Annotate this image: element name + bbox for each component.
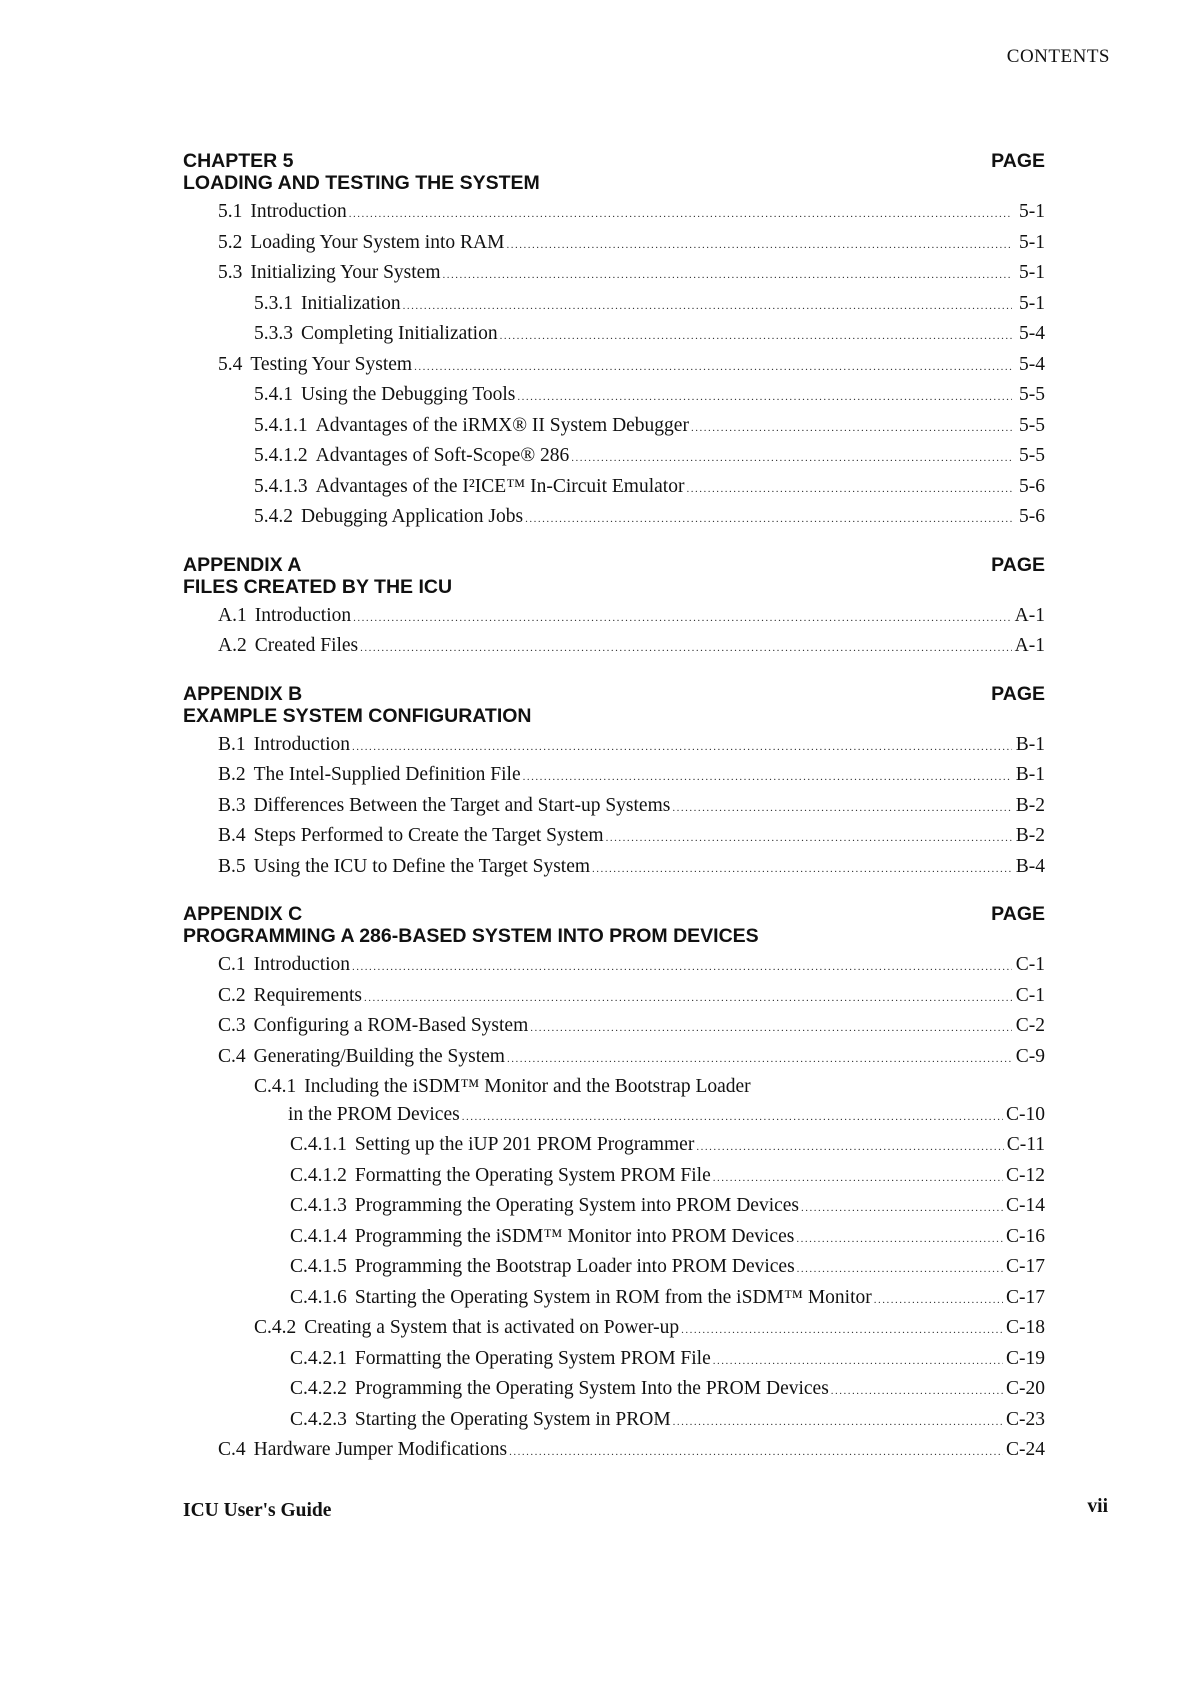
section-header bbox=[183, 554, 1045, 576]
entry-title: Introduction bbox=[253, 954, 351, 975]
dot-leader bbox=[352, 954, 1012, 982]
toc-entry[interactable] bbox=[183, 1375, 1045, 1406]
entry-number: 5.4.1.2 bbox=[254, 445, 308, 466]
dot-leader bbox=[530, 1015, 1012, 1043]
toc-entry[interactable] bbox=[183, 442, 1045, 473]
entry-number: A.2 bbox=[218, 635, 247, 656]
section-header bbox=[183, 903, 1045, 925]
entry-title: Testing Your System bbox=[250, 353, 413, 375]
entry-page: C-23 bbox=[1006, 1408, 1045, 1430]
dot-leader bbox=[509, 1439, 1003, 1467]
section-heading: CHAPTER 5 bbox=[183, 150, 294, 172]
entry-title: Advantages of Soft-Scope® 286 bbox=[315, 445, 570, 466]
dot-leader bbox=[874, 1287, 1003, 1315]
entry-title: Generating/Building the System bbox=[253, 1045, 505, 1067]
entry-title: Loading Your System into RAM bbox=[250, 231, 505, 253]
entry-title: Creating a System that is activated on Power-up bbox=[304, 1317, 680, 1338]
dot-leader bbox=[681, 1317, 1003, 1345]
dot-leader bbox=[797, 1256, 1003, 1284]
dot-leader bbox=[462, 1104, 1003, 1132]
toc-entry[interactable] bbox=[183, 1223, 1045, 1254]
dot-leader bbox=[801, 1195, 1003, 1223]
entry-number: C.3 bbox=[218, 1015, 246, 1036]
toc-entry[interactable] bbox=[183, 351, 1045, 382]
entry-page: C-12 bbox=[1006, 1164, 1045, 1186]
entry-number: C.4.2.1 bbox=[290, 1347, 347, 1369]
entry-number: C.4.2.3 bbox=[290, 1408, 347, 1430]
entry-title: Requirements bbox=[253, 984, 362, 1006]
dot-leader bbox=[673, 1409, 1003, 1437]
toc-entry[interactable] bbox=[183, 853, 1045, 884]
toc-entry[interactable] bbox=[183, 290, 1045, 321]
entry-page: A-1 bbox=[1014, 635, 1045, 656]
running-head: CONTENTS bbox=[1006, 46, 1110, 67]
toc-entry[interactable] bbox=[183, 1436, 1045, 1467]
entry-page: C-2 bbox=[1015, 1015, 1045, 1036]
toc-entry[interactable] bbox=[183, 792, 1045, 823]
entry-page: 5-6 bbox=[1019, 506, 1045, 527]
entry-page: B-1 bbox=[1015, 764, 1045, 785]
entry-page: C-10 bbox=[1006, 1103, 1045, 1125]
footer-page-number: vii bbox=[1087, 1496, 1108, 1517]
entry-title: Created Files bbox=[254, 635, 359, 656]
entry-number: A.1 bbox=[218, 604, 247, 626]
entry-title: Initializing Your System bbox=[250, 262, 441, 283]
entry-title: Starting the Operating System in PROM bbox=[354, 1408, 671, 1430]
entry-number: 5.4.2 bbox=[254, 506, 293, 527]
entry-page: 5-1 bbox=[1019, 201, 1045, 222]
toc-entry[interactable] bbox=[183, 229, 1045, 260]
toc-entry[interactable] bbox=[183, 982, 1045, 1013]
entry-title: Advantages of the I²ICE™ In-Circuit Emulator bbox=[315, 475, 685, 497]
dot-leader bbox=[364, 985, 1012, 1013]
entry-page: C-11 bbox=[1006, 1134, 1045, 1155]
dot-leader bbox=[691, 415, 1012, 443]
entry-title: Setting up the iUP 201 PROM Programmer bbox=[354, 1134, 695, 1155]
entry-number: B.5 bbox=[218, 855, 246, 877]
toc-entry[interactable] bbox=[183, 1012, 1045, 1043]
toc-entry[interactable] bbox=[183, 1284, 1045, 1315]
section-heading: APPENDIX C bbox=[183, 903, 303, 925]
dot-leader bbox=[592, 856, 1012, 884]
entry-title: Programming the Operating System into PROM Devices bbox=[354, 1195, 800, 1216]
entry-number: C.1 bbox=[218, 954, 246, 975]
section-heading: APPENDIX B bbox=[183, 682, 303, 705]
dot-leader bbox=[506, 232, 1012, 260]
toc-entry[interactable] bbox=[183, 320, 1045, 351]
toc-entry[interactable] bbox=[183, 381, 1045, 412]
dot-leader bbox=[523, 764, 1012, 792]
section-header bbox=[183, 683, 1045, 705]
toc-section-appendix-b bbox=[183, 683, 1045, 884]
entry-title: in the PROM Devices bbox=[288, 1103, 460, 1125]
dot-leader bbox=[517, 384, 1012, 412]
section-title: EXAMPLE SYSTEM CONFIGURATION bbox=[183, 704, 532, 727]
section-title: LOADING AND TESTING THE SYSTEM bbox=[183, 172, 540, 194]
entry-number: C.2 bbox=[218, 984, 246, 1006]
dot-leader bbox=[349, 201, 1012, 229]
entry-number: 5.1 bbox=[218, 201, 243, 222]
entry-number: C.4.1.6 bbox=[290, 1286, 347, 1308]
toc-entry[interactable] bbox=[183, 1073, 1045, 1101]
page-column-label: PAGE bbox=[991, 903, 1045, 925]
dot-leader bbox=[414, 354, 1012, 382]
section-header bbox=[183, 150, 1045, 172]
entry-page: C-20 bbox=[1006, 1378, 1045, 1399]
entry-title: Formatting the Operating System PROM File bbox=[354, 1164, 711, 1186]
entry-page: 5-4 bbox=[1019, 323, 1045, 344]
entry-page: B-4 bbox=[1015, 855, 1045, 877]
toc-section-appendix-c bbox=[183, 903, 1045, 1467]
section-title: FILES CREATED BY THE ICU bbox=[183, 575, 453, 598]
toc-entry[interactable] bbox=[183, 731, 1045, 762]
entry-title: Programming the iSDM™ Monitor into PROM Devices bbox=[354, 1225, 795, 1247]
toc-section-chapter5 bbox=[183, 150, 1045, 534]
entry-number: 5.3.3 bbox=[254, 323, 293, 344]
entry-title: Differences Between the Target and Start-up Systems bbox=[253, 794, 671, 816]
dot-leader bbox=[606, 825, 1012, 853]
entry-number: 5.3 bbox=[218, 262, 243, 283]
toc-entry[interactable] bbox=[183, 412, 1045, 443]
entry-number: C.4.1.3 bbox=[290, 1195, 347, 1216]
entry-number: B.4 bbox=[218, 825, 246, 846]
page-column-label: PAGE bbox=[991, 150, 1045, 172]
entry-page: C-24 bbox=[1006, 1439, 1045, 1460]
entry-page: C-14 bbox=[1006, 1195, 1045, 1216]
entry-page: B-2 bbox=[1015, 794, 1045, 816]
page-column-label: PAGE bbox=[991, 553, 1045, 576]
entry-page: 5-4 bbox=[1019, 353, 1045, 375]
entry-number: C.4.2 bbox=[254, 1317, 297, 1338]
entry-number: 5.3.1 bbox=[254, 292, 293, 314]
dot-leader bbox=[713, 1165, 1003, 1193]
page-column-label: PAGE bbox=[991, 682, 1045, 705]
toc-section-appendix-a bbox=[183, 554, 1045, 663]
entry-number: C.4 bbox=[218, 1045, 246, 1067]
entry-number: C.4.1.1 bbox=[290, 1134, 347, 1155]
entry-title: Introduction bbox=[250, 201, 347, 222]
toc-entry-continuation[interactable] bbox=[183, 1101, 1045, 1132]
entry-page: C-17 bbox=[1006, 1256, 1045, 1277]
entry-number: C.4.1.5 bbox=[290, 1256, 347, 1277]
toc-entry[interactable] bbox=[183, 503, 1045, 534]
toc-entry[interactable] bbox=[183, 602, 1045, 633]
entry-page: C-17 bbox=[1006, 1286, 1045, 1308]
entry-title: The Intel-Supplied Definition File bbox=[253, 764, 521, 785]
entry-number: C.4.1.4 bbox=[290, 1225, 347, 1247]
toc-entry[interactable] bbox=[183, 1406, 1045, 1437]
dot-leader bbox=[672, 795, 1012, 823]
entry-title: Programming the Bootstrap Loader into PROM Devices bbox=[354, 1256, 795, 1277]
entry-page: C-1 bbox=[1015, 954, 1045, 975]
dot-leader bbox=[360, 635, 1012, 663]
entry-number: B.1 bbox=[218, 733, 246, 755]
entry-page: 5-5 bbox=[1019, 445, 1045, 466]
entry-page: A-1 bbox=[1014, 604, 1045, 626]
footer-title: ICU User's Guide bbox=[183, 1500, 332, 1521]
dot-leader bbox=[525, 506, 1012, 534]
dot-leader bbox=[686, 476, 1012, 504]
entry-title: Configuring a ROM-Based System bbox=[253, 1015, 529, 1036]
toc-entry[interactable] bbox=[183, 1192, 1045, 1223]
entry-title: Using the ICU to Define the Target System bbox=[253, 855, 591, 877]
toc-entry[interactable] bbox=[183, 473, 1045, 504]
entry-number: 5.4.1.1 bbox=[254, 414, 308, 436]
toc-entry[interactable] bbox=[183, 1043, 1045, 1074]
entry-page: B-1 bbox=[1015, 733, 1045, 755]
entry-title: Using the Debugging Tools bbox=[301, 384, 516, 405]
entry-page: C-16 bbox=[1006, 1225, 1045, 1247]
entry-page: C-9 bbox=[1015, 1045, 1045, 1067]
entry-number: C.4.1 bbox=[254, 1076, 297, 1097]
table-of-contents bbox=[183, 150, 1045, 1487]
dot-leader bbox=[713, 1348, 1003, 1376]
dot-leader bbox=[500, 323, 1012, 351]
toc-entry[interactable] bbox=[183, 822, 1045, 853]
dot-leader bbox=[352, 734, 1012, 762]
entry-page: 5-1 bbox=[1019, 231, 1045, 253]
toc-entry[interactable] bbox=[183, 761, 1045, 792]
toc-entry[interactable] bbox=[183, 1345, 1045, 1376]
entry-title: Advantages of the iRMX® II System Debugger bbox=[315, 414, 689, 436]
toc-entry[interactable] bbox=[183, 1314, 1045, 1345]
entry-title: Hardware Jumper Modifications bbox=[253, 1439, 508, 1460]
dot-leader bbox=[353, 605, 1012, 633]
entry-number: 5.4 bbox=[218, 353, 243, 375]
entry-number: 5.4.1 bbox=[254, 384, 293, 405]
entry-page: C-1 bbox=[1015, 984, 1045, 1006]
entry-title: Starting the Operating System in ROM from the iSDM™ Monitor bbox=[354, 1286, 872, 1308]
entry-number: 5.4.1.3 bbox=[254, 475, 308, 497]
dot-leader bbox=[403, 293, 1012, 321]
entry-page: 5-5 bbox=[1019, 414, 1045, 436]
dot-leader bbox=[831, 1378, 1003, 1406]
entry-number: B.3 bbox=[218, 794, 246, 816]
entry-page: 5-1 bbox=[1019, 262, 1045, 283]
entry-title: Introduction bbox=[254, 604, 352, 626]
entry-page: 5-1 bbox=[1019, 292, 1045, 314]
toc-entry[interactable] bbox=[183, 1162, 1045, 1193]
entry-title: Formatting the Operating System PROM File bbox=[354, 1347, 711, 1369]
entry-page: 5-6 bbox=[1019, 475, 1045, 497]
entry-title: Initialization bbox=[301, 292, 401, 314]
entry-title: Completing Initialization bbox=[301, 323, 498, 344]
entry-page: C-19 bbox=[1006, 1347, 1045, 1369]
entry-title: Introduction bbox=[253, 733, 351, 755]
entry-number: C.4.2.2 bbox=[290, 1378, 347, 1399]
entry-title: Debugging Application Jobs bbox=[301, 506, 524, 527]
dot-leader bbox=[571, 445, 1012, 473]
toc-entry[interactable] bbox=[183, 1253, 1045, 1284]
entry-number: C.4 bbox=[218, 1439, 246, 1460]
toc-entry[interactable] bbox=[183, 951, 1045, 982]
entry-title: Steps Performed to Create the Target System bbox=[253, 825, 604, 846]
entry-page: C-18 bbox=[1006, 1317, 1045, 1338]
entry-title: Including the iSDM™ Monitor and the Bootstrap Loader bbox=[304, 1076, 751, 1097]
toc-entry[interactable] bbox=[183, 1131, 1045, 1162]
dot-leader bbox=[443, 262, 1012, 290]
entry-number: C.4.1.2 bbox=[290, 1164, 347, 1186]
section-heading: APPENDIX A bbox=[183, 553, 302, 576]
entry-page: 5-5 bbox=[1019, 384, 1045, 405]
toc-entry[interactable] bbox=[183, 632, 1045, 663]
section-title: PROGRAMMING A 286-BASED SYSTEM INTO PROM DEVICES bbox=[183, 925, 759, 947]
toc-entry[interactable] bbox=[183, 259, 1045, 290]
toc-entry[interactable] bbox=[183, 198, 1045, 229]
entry-number: 5.2 bbox=[218, 231, 243, 253]
entry-page: B-2 bbox=[1015, 825, 1045, 846]
dot-leader bbox=[507, 1046, 1012, 1074]
dot-leader bbox=[796, 1226, 1003, 1254]
entry-title: Programming the Operating System Into the PROM Devices bbox=[354, 1378, 829, 1399]
dot-leader bbox=[696, 1134, 1003, 1162]
entry-number: B.2 bbox=[218, 764, 246, 785]
